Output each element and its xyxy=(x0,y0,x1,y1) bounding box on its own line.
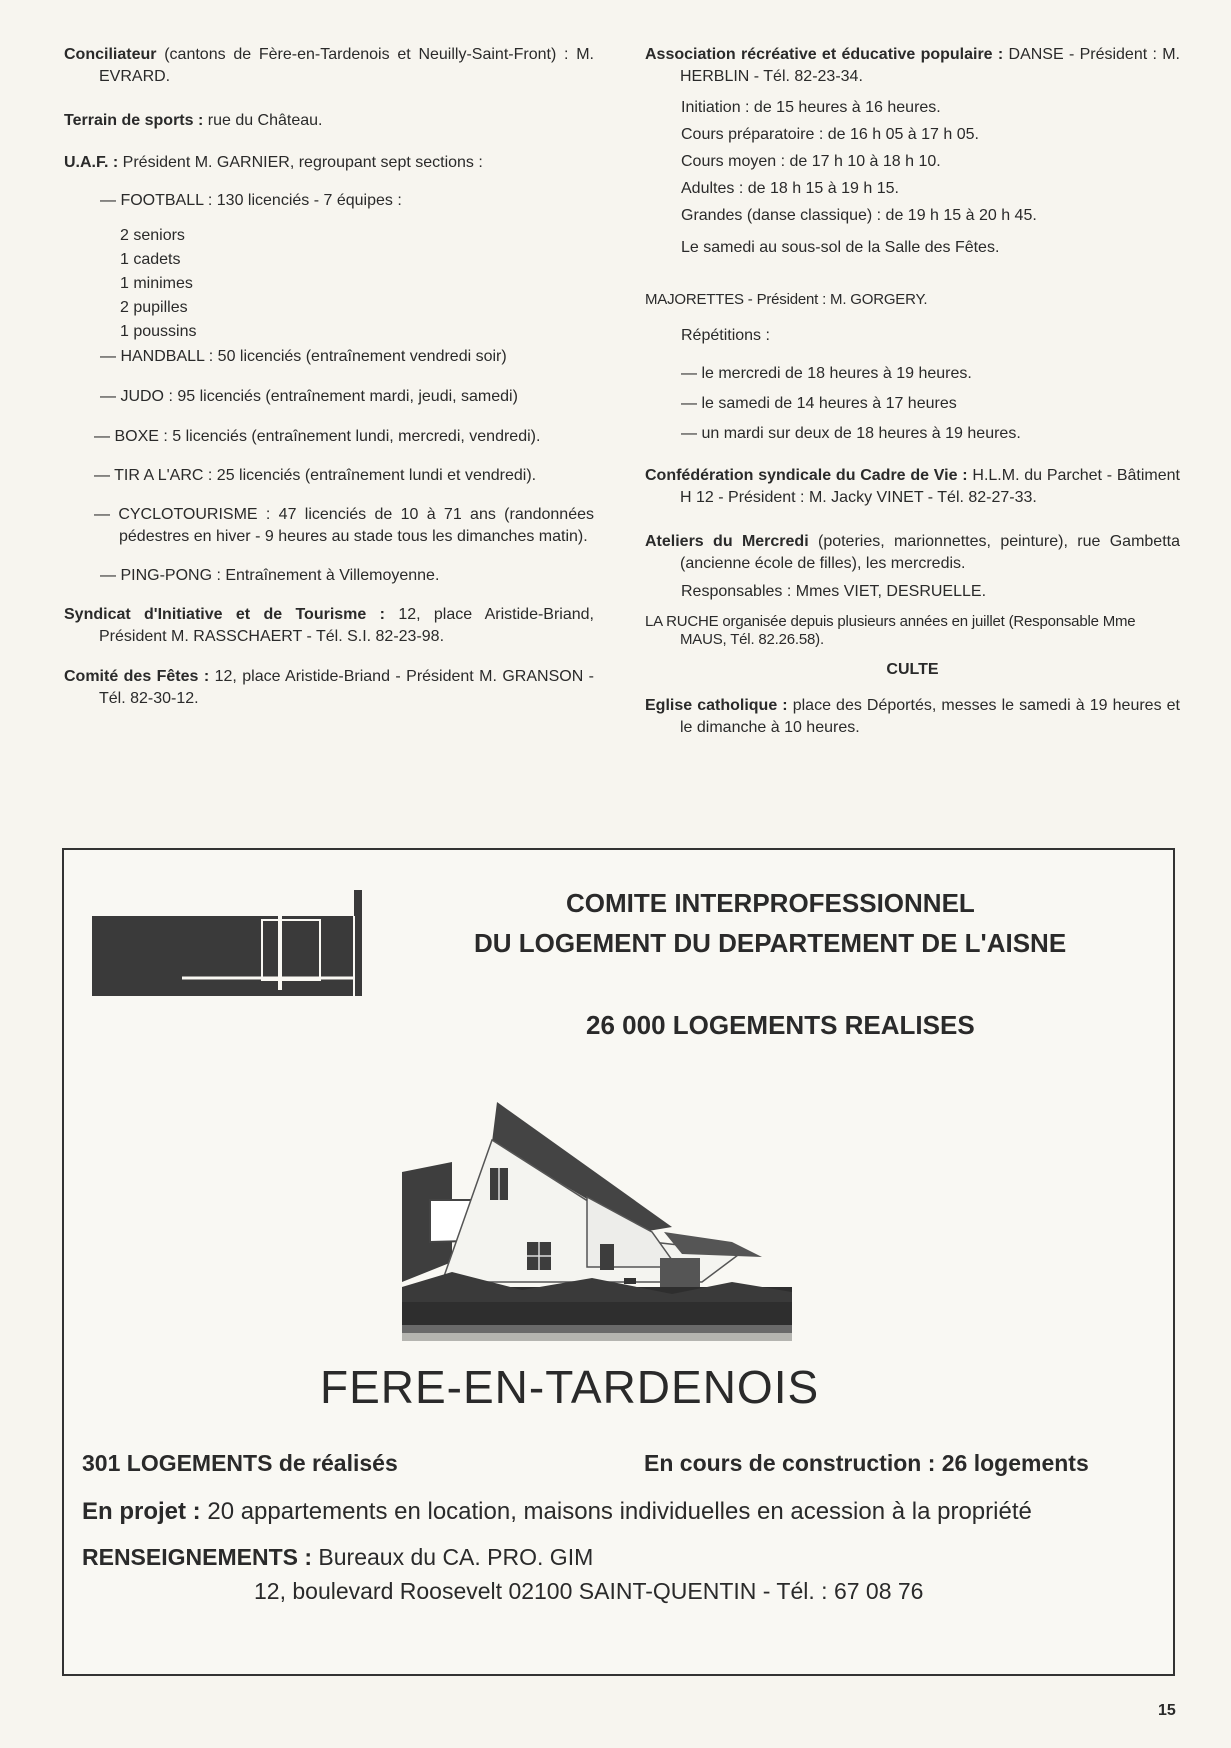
right-column xyxy=(645,44,1180,739)
ad-projet: En projet : 20 appartements en location, maisons individuelles en acession à la propriété xyxy=(82,1498,1032,1525)
team-item: 2 pupilles xyxy=(120,299,188,316)
team-item: 1 poussins xyxy=(120,323,197,340)
ad-logements: 301 LOGEMENTS de réalisés xyxy=(82,1450,398,1476)
syndicat-entry: Syndicat d'Initiative et de Tourisme : 12, place Aristide-Briand, Président M. RASSCHAERT - Tél. S.I. 82-23-98. xyxy=(64,606,594,645)
pingpong-entry: — PING-PONG : Entraînement à Villemoyenne. xyxy=(100,567,440,584)
association-entry: Association récréative et éducative populaire : DANSE - Président : M. HERBLIN - Tél. 82-23-34. xyxy=(645,46,1180,85)
football-entry: — FOOTBALL : 130 licenciés - 7 équipes : xyxy=(100,192,402,209)
ad-title-line1: COMITE INTERPROFESSIONNEL xyxy=(566,888,975,918)
eglise-entry: Eglise catholique : place des Déportés, messes le samedi à 19 heures et le dimanche à 10 heures. xyxy=(645,697,1181,736)
house-photo xyxy=(402,1082,792,1352)
ad-realises: 26 000 LOGEMENTS REALISES xyxy=(586,1010,975,1040)
ruche-entry: LA RUCHE organisée depuis plusieurs années en juillet (Responsable Mme MAUS, Tél. 82.26.58). xyxy=(645,613,1136,648)
ad-city: FERE-EN-TARDENOIS xyxy=(320,1361,820,1413)
team-item: 1 cadets xyxy=(120,251,181,268)
ad-title-line2: DU LOGEMENT DU DEPARTEMENT DE L'AISNE xyxy=(474,928,1067,958)
handball-entry: — HANDBALL : 50 licenciés (entraînement vendredi soir) xyxy=(100,348,507,365)
ateliers-entry: Ateliers du Mercredi (poteries, marionnettes, peinture), rue Gambetta (ancienne école de filles), les mercredis. xyxy=(645,533,1180,572)
dance-line: Cours moyen : de 17 h 10 à 18 h 10. xyxy=(681,153,941,170)
repetitions-label: Répétitions : xyxy=(681,327,770,344)
repetition-line: — un mardi sur deux de 18 heures à 19 heures. xyxy=(681,425,1021,442)
ad-renseignements: RENSEIGNEMENTS : Bureaux du CA. PRO. GIM xyxy=(82,1544,594,1570)
ad-address: 12, boulevard Roosevelt 02100 SAINT-QUENTIN - Tél. : 67 08 76 xyxy=(254,1578,924,1604)
boxe-entry: — BOXE : 5 licenciés (entraînement lundi, mercredi, vendredi). xyxy=(94,428,541,445)
team-item: 2 seniors xyxy=(120,227,185,244)
tir-entry: — TIR A L'ARC : 25 licenciés (entraînement lundi et vendredi). xyxy=(94,467,537,484)
terrain-entry: Terrain de sports : rue du Château. xyxy=(64,112,323,129)
dance-line: Cours préparatoire : de 16 h 05 à 17 h 05. xyxy=(681,126,979,143)
dance-line: Grandes (danse classique) : de 19 h 15 à 20 h 45. xyxy=(681,207,1037,224)
page-number: 15 xyxy=(1158,1702,1176,1719)
dance-line: Adultes : de 18 h 15 à 19 h 15. xyxy=(681,180,899,197)
culte-heading: CULTE xyxy=(886,661,939,678)
responsables-line: Responsables : Mmes VIET, DESRUELLE. xyxy=(681,583,987,600)
confederation-entry: Confédération syndicale du Cadre de Vie : H.L.M. du Parchet - Bâtiment H 12 - Président : M. Jacky VINET - Tél. 82-27-33. xyxy=(645,467,1181,506)
judo-entry: — JUDO : 95 licenciés (entraînement mardi, jeudi, samedi) xyxy=(100,388,518,405)
cyclo-entry: — CYCLOTOURISME : 47 licenciés de 10 à 71 ans (randonnées pédestres en hiver - 9 heures au stade tous les dimanches matin). xyxy=(94,506,594,545)
samedi-line: Le samedi au sous-sol de la Salle des Fêtes. xyxy=(681,239,1000,256)
team-item: 1 minimes xyxy=(120,275,193,292)
majorettes-entry: MAJORETTES - Président : M. GORGERY. xyxy=(645,291,928,308)
dance-line: Initiation : de 15 heures à 16 heures. xyxy=(681,99,941,116)
repetition-line: — le samedi de 14 heures à 17 heures xyxy=(681,395,957,412)
conciliateur-entry: Conciliateur (cantons de Fère-en-Tardenois et Neuilly-Saint-Front) : M. EVRARD. xyxy=(64,46,594,85)
logo-mark xyxy=(92,870,362,1002)
comite-entry: Comité des Fêtes : 12, place Aristide-Briand - Président M. GRANSON - Tél. 82-30-12. xyxy=(64,668,594,707)
team-list xyxy=(64,224,594,344)
uaf-entry: U.A.F. : Président M. GARNIER, regroupant sept sections : xyxy=(64,154,483,171)
advertisement-box xyxy=(62,848,1175,1676)
left-column xyxy=(64,44,594,710)
repetition-line: — le mercredi de 18 heures à 19 heures. xyxy=(681,365,972,382)
ad-construction: En cours de construction : 26 logements xyxy=(644,1450,1089,1476)
